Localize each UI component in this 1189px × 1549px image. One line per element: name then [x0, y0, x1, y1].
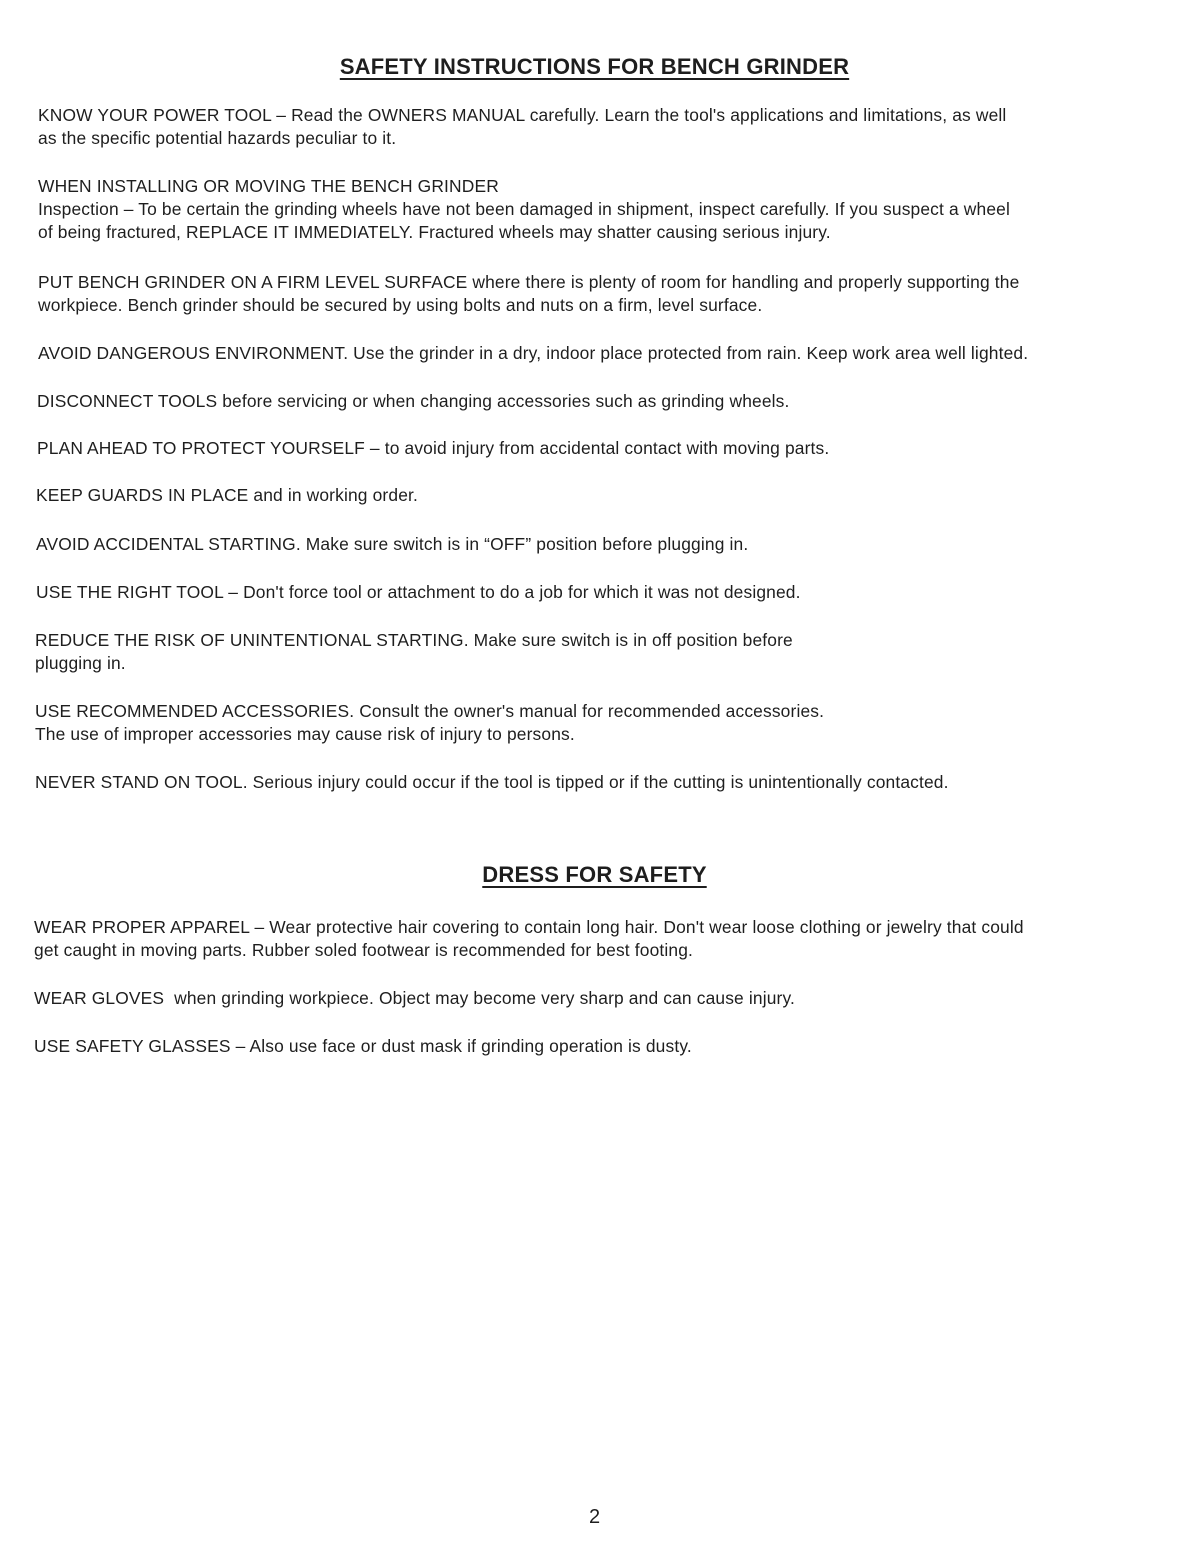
paragraph-disconnect-tools: DISCONNECT TOOLS before servicing or when changing accessories such as grinding wheels.: [37, 391, 790, 411]
paragraph-right-tool: USE THE RIGHT TOOL – Don't force tool or attachment to do a job for which it was not designed.: [36, 582, 801, 602]
paragraph-wear-gloves: WEAR GLOVES when grinding workpiece. Object may become very sharp and can cause injury.: [34, 988, 796, 1008]
paragraph-know-your-power-tool: KNOW YOUR POWER TOOL – Read the OWNERS MANUAL carefully. Learn the tool's applications and limitations, as well as the specific potential hazards peculiar to it.: [38, 105, 1007, 148]
paragraph-recommended-accessories: USE RECOMMENDED ACCESSORIES. Consult the owner's manual for recommended accessories. The use of improper accessories may cause risk of injury to persons.: [35, 701, 825, 744]
paragraph-installing-moving: WHEN INSTALLING OR MOVING THE BENCH GRINDER Inspection – To be certain the grinding wheels have not been damaged in shipment, inspect carefully. If you suspect a wheel of being fractured, REPLACE IT IMMEDIATELY. Fractured wheels may shatter causing serious injury.: [38, 176, 1010, 242]
paragraph-never-stand: NEVER STAND ON TOOL. Serious injury could occur if the tool is tipped or if the cutting is unintentionally contacted.: [35, 772, 949, 792]
section-title-dress-for-safety: DRESS FOR SAFETY: [482, 862, 707, 887]
paragraph-keep-guards: KEEP GUARDS IN PLACE and in working order.: [36, 485, 418, 505]
section-title-safety-instructions: SAFETY INSTRUCTIONS FOR BENCH GRINDER: [339, 54, 850, 79]
page-number: 2: [588, 1506, 601, 1528]
paragraph-proper-apparel: WEAR PROPER APPAREL – Wear protective hair covering to contain long hair. Don't wear loose clothing or jewelry that could get caught in moving parts. Rubber soled footwear is recommended for best footing.: [34, 917, 1024, 960]
paragraph-accidental-starting: AVOID ACCIDENTAL STARTING. Make sure switch is in “OFF” position before plugging in.: [36, 534, 749, 554]
paragraph-firm-level-surface: PUT BENCH GRINDER ON A FIRM LEVEL SURFACE where there is plenty of room for handling and properly supporting the workpiece. Bench grinder should be secured by using bolts and nuts on a firm, level surface.: [38, 272, 1020, 315]
paragraph-plan-ahead: PLAN AHEAD TO PROTECT YOURSELF – to avoid injury from accidental contact with moving parts.: [37, 438, 830, 458]
paragraph-unintentional-starting: REDUCE THE RISK OF UNINTENTIONAL STARTING. Make sure switch is in off position before plugging in.: [35, 630, 793, 673]
paragraph-safety-glasses: USE SAFETY GLASSES – Also use face or dust mask if grinding operation is dusty.: [34, 1036, 692, 1056]
paragraph-dangerous-environment: AVOID DANGEROUS ENVIRONMENT. Use the grinder in a dry, indoor place protected from rain. Keep work area well lighted.: [38, 343, 1029, 363]
